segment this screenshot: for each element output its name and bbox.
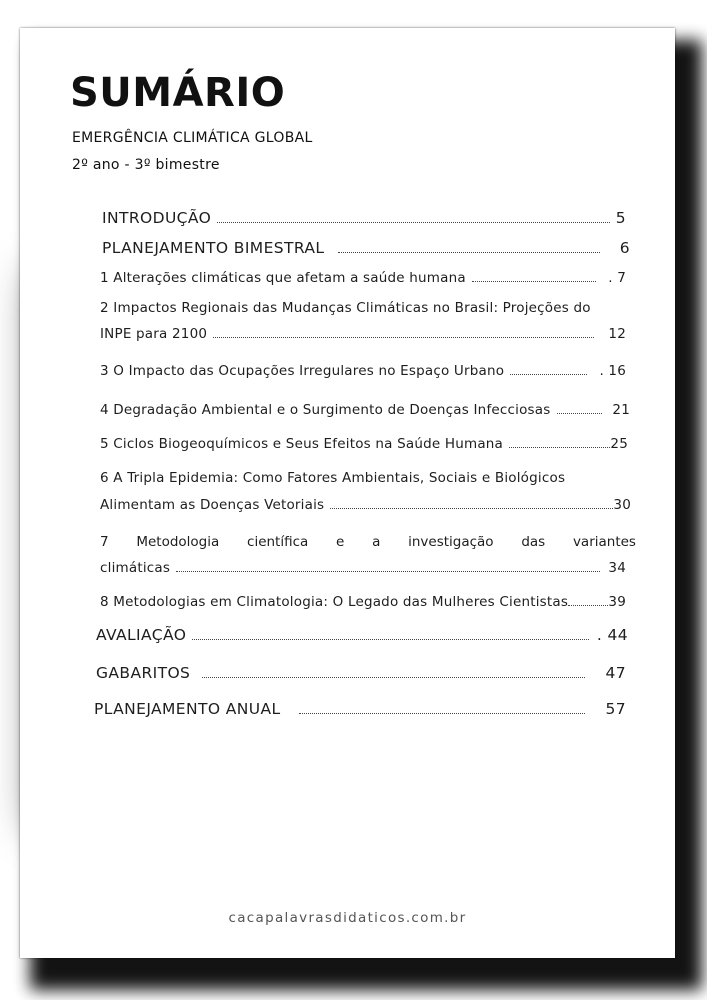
toc-entry-label: 8 Metodologias em Climatologia: O Legado das Mulheres Cientistas: [100, 594, 569, 610]
toc-entry-planejamento-anual[interactable]: [94, 700, 626, 718]
toc-entry-planejamento-bimestral[interactable]: [102, 239, 630, 257]
toc-page-number: . 44: [596, 626, 628, 644]
toc-leader: [509, 447, 610, 448]
toc-leader: [557, 413, 603, 414]
toc-entry-8[interactable]: [100, 594, 626, 610]
toc-word: a: [372, 534, 381, 550]
toc-entry-label: PLANEJAMENTO BIMESTRAL: [102, 239, 325, 257]
toc-leader: [192, 639, 588, 640]
table-of-contents: [20, 28, 675, 958]
toc-page-number: 57: [605, 700, 626, 718]
toc-page-number: 34: [608, 560, 626, 576]
toc-page-number: 6: [619, 239, 630, 257]
toc-entry-label: GABARITOS: [96, 664, 191, 682]
toc-leader: [510, 374, 587, 375]
toc-entry-2-line1[interactable]: 2 Impactos Regionais das Mudanças Climáticas no Brasil: Projeções do: [100, 300, 591, 316]
toc-word: científica: [247, 534, 309, 550]
toc-entry-label: 3 O Impacto das Ocupações Irregulares no Espaço Urbano: [100, 363, 505, 379]
toc-page-number: 30: [613, 497, 631, 513]
toc-entry-6-line1[interactable]: 6 A Tripla Epidemia: Como Fatores Ambientais, Sociais e Biológicos: [100, 470, 566, 486]
toc-entry-label: AVALIAÇÃO: [96, 626, 187, 644]
document-subtitle: EMERGÊNCIA CLIMÁTICA GLOBAL: [72, 130, 313, 146]
document-page: [20, 28, 675, 958]
toc-leader: [217, 222, 609, 223]
toc-entry-6[interactable]: [100, 497, 631, 513]
toc-page-number: . 16: [599, 363, 626, 379]
toc-entry-label: 4 Degradação Ambiental e o Surgimento de Doenças Infecciosas: [100, 402, 551, 418]
toc-page-number: 12: [608, 326, 626, 342]
toc-leader: [568, 605, 608, 606]
toc-word: variantes: [572, 534, 636, 550]
toc-entry-label: INPE para 2100: [100, 326, 208, 342]
toc-word: Metodologia: [136, 534, 220, 550]
toc-word: das: [521, 534, 546, 550]
toc-page-number: 39: [608, 594, 626, 610]
toc-entry-7[interactable]: [100, 560, 626, 576]
toc-page-number: 21: [612, 402, 630, 418]
toc-entry-5[interactable]: [100, 436, 628, 452]
toc-entry-label: 1 Alterações climáticas que afetam a saúde humana: [100, 270, 466, 286]
toc-leader: [472, 281, 596, 282]
toc-leader: [299, 713, 586, 714]
toc-entry-label: 5 Ciclos Biogeoquímicos e Seus Efeitos na Saúde Humana: [100, 436, 504, 452]
document-grade: 2º ano - 3º bimestre: [72, 157, 220, 173]
toc-word: 7: [100, 534, 109, 550]
toc-leader: [213, 337, 594, 338]
toc-entry-4[interactable]: [100, 402, 630, 418]
toc-entry-2[interactable]: [100, 326, 626, 342]
toc-entry-1[interactable]: [100, 270, 626, 286]
toc-page-number: . 7: [608, 270, 626, 286]
toc-word: investigação: [408, 534, 494, 550]
toc-entry-avaliacao[interactable]: [96, 626, 628, 644]
toc-page-number: 47: [605, 664, 626, 682]
toc-entry-7-line1[interactable]: [100, 534, 636, 550]
footer-website[interactable]: cacapalavrasdidaticos.com.br: [228, 910, 467, 926]
toc-leader: [338, 252, 599, 253]
toc-leader: [202, 677, 585, 678]
toc-page-number: 5: [615, 209, 626, 227]
page-title: SUMÁRIO: [70, 70, 286, 116]
toc-entry-label: climáticas: [100, 560, 171, 576]
toc-leader: [176, 571, 600, 572]
toc-entry-3[interactable]: [100, 363, 626, 379]
toc-leader: [330, 508, 613, 509]
toc-entry-gabaritos[interactable]: [96, 664, 626, 682]
toc-entry-label: Alimentam as Doenças Vetoriais: [100, 497, 325, 513]
toc-word: e: [336, 534, 345, 550]
toc-entry-label: PLANEJAMENTO ANUAL: [94, 700, 281, 718]
toc-page-number: 25: [610, 436, 628, 452]
toc-entry-label: INTRODUÇÃO: [102, 209, 212, 227]
toc-entry-introducao[interactable]: [102, 209, 626, 227]
